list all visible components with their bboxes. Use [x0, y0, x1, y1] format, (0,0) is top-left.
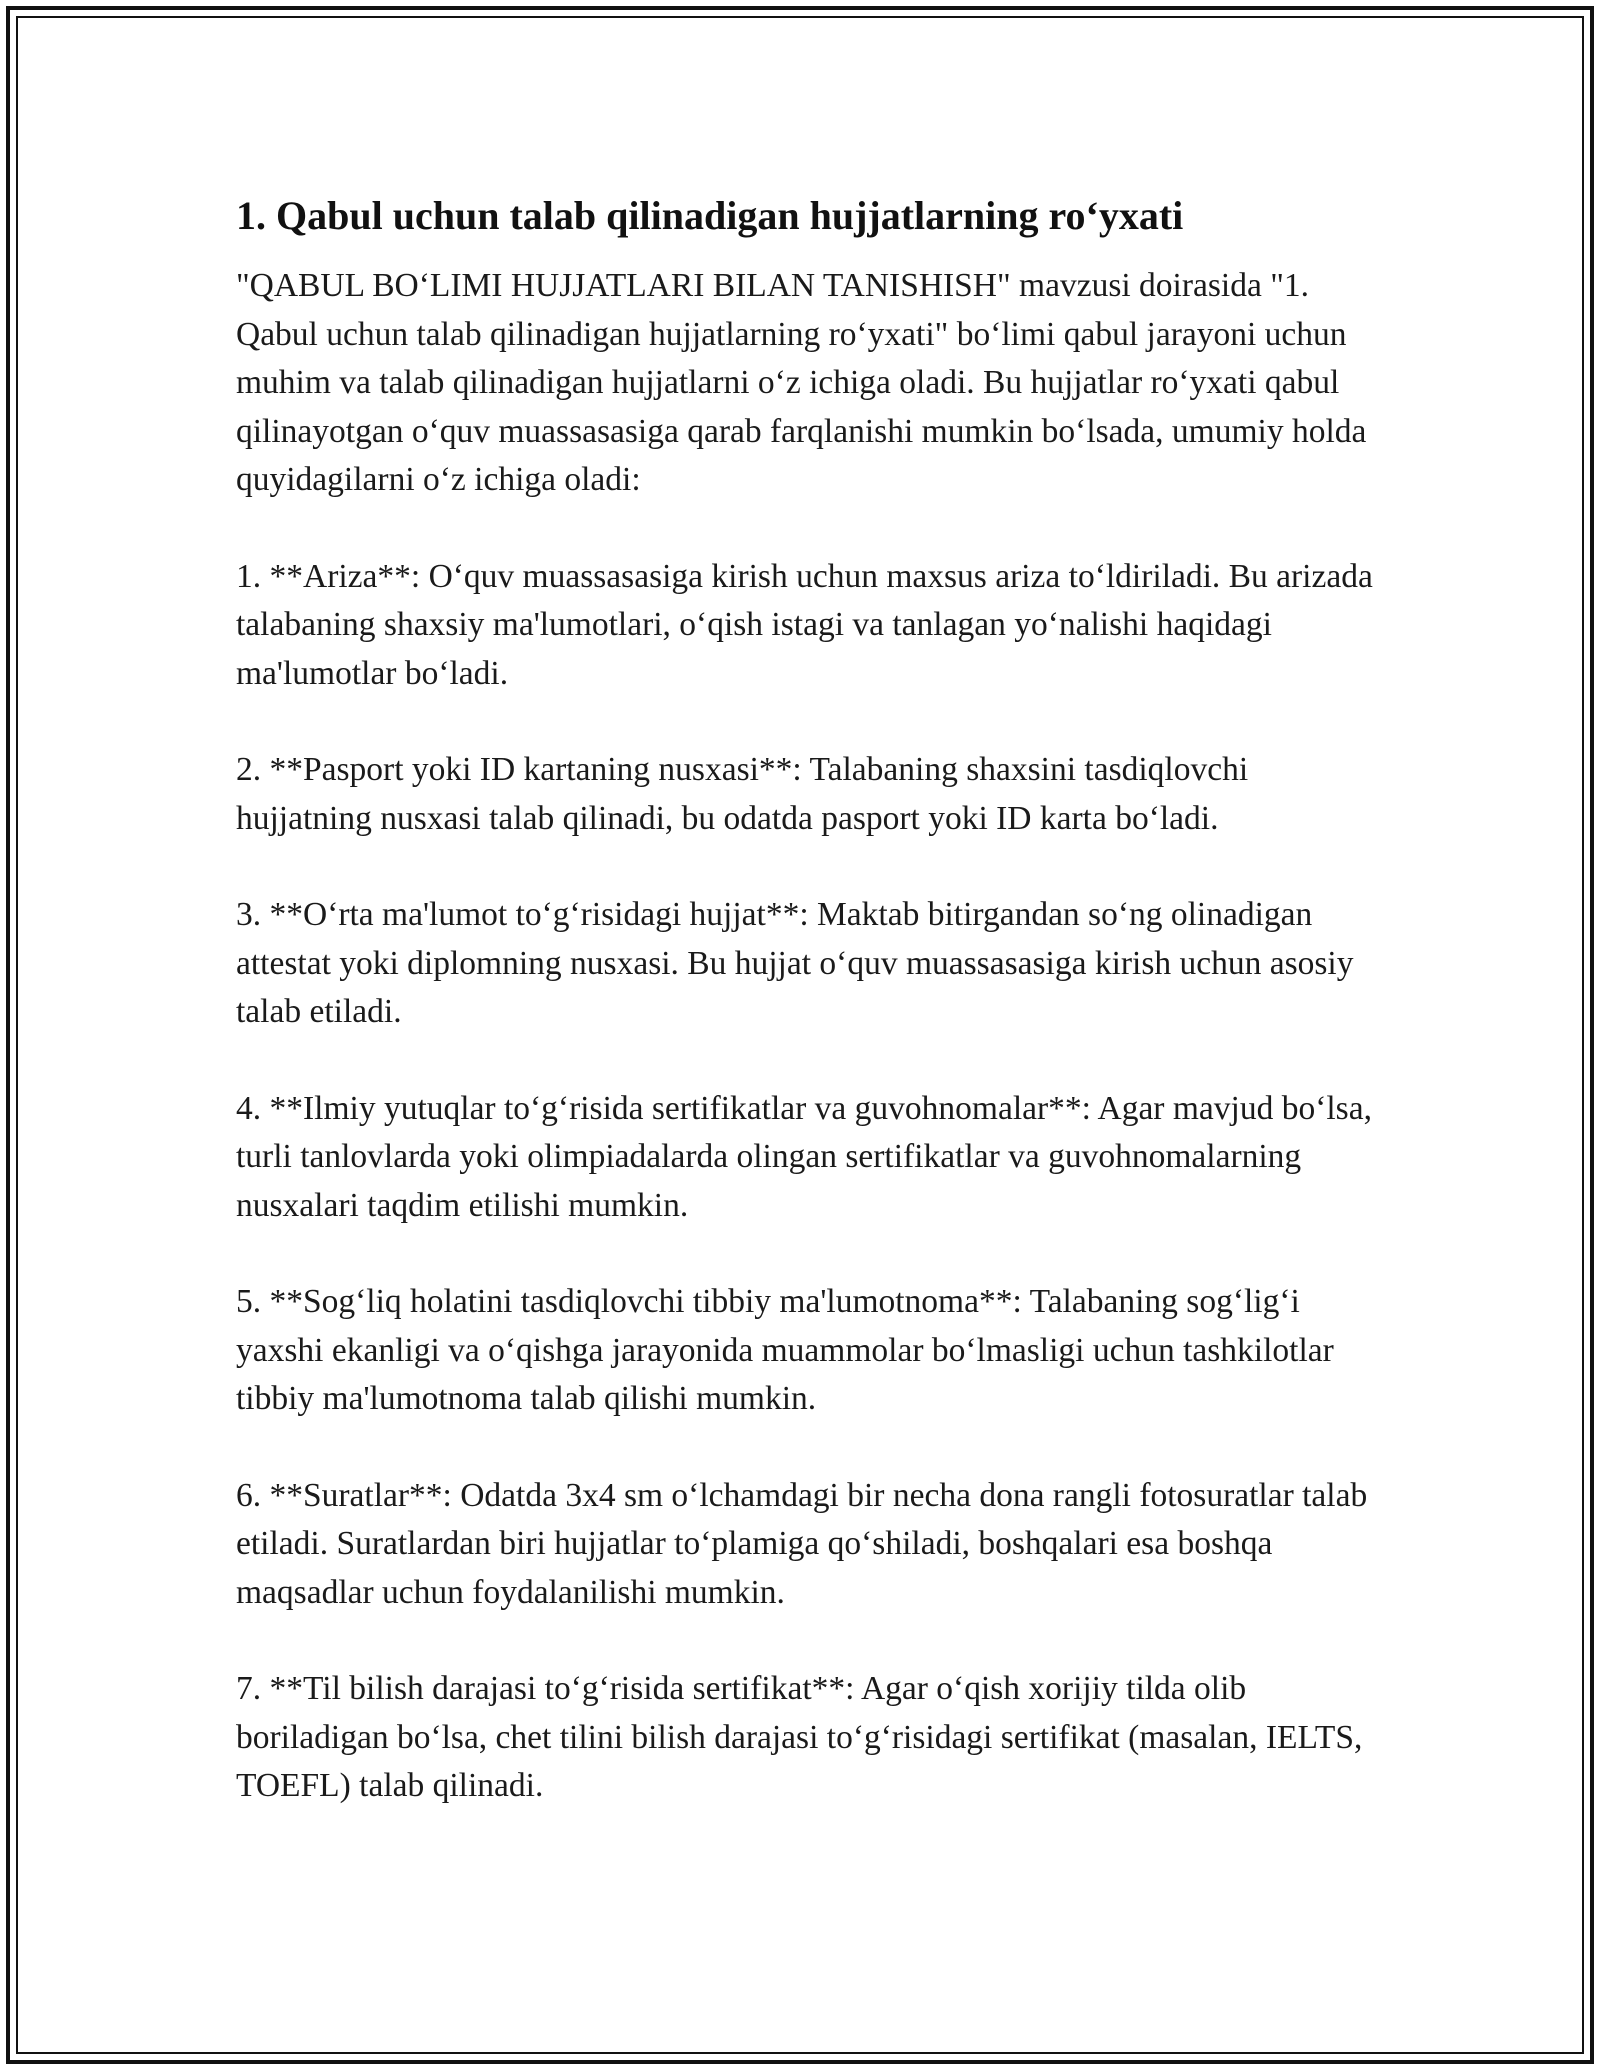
list-item-language-certificate: 7. **Til bilish darajasi to‘g‘risida sertifikat**: Agar o‘qish xorijiy tilda olib boriladigan bo‘lsa, chet tilini bilish darajasi to‘g‘risidagi sertifikat (masalan, IELTS, TOEFL) talab qilinadi. [236, 1670, 1363, 1804]
section-heading: 1. Qabul uchun talab qilinadigan hujjatlarning ro‘yxati [236, 193, 1184, 238]
list-item-secondary-education: 3. **O‘rta ma'lumot to‘g‘risidagi hujjat**: Maktab bitirgandan so‘ng olinadigan attestat yoki diplomning nusxasi. Bu hujjat o‘quv muassasasiga kirish uchun asosiy talab etiladi. [236, 896, 1354, 1030]
list-item-medical-certificate: 5. **Sog‘liq holatini tasdiqlovchi tibbiy ma'lumotnoma**: Talabaning sog‘lig‘i yaxshi ekanligi va o‘qishga jarayonida muammolar bo‘lmasligi uchun tashkilotlar tibbiy ma'lumotnoma talab qilishi mumkin. [236, 1283, 1334, 1417]
intro-paragraph: "QABUL BO‘LIMI HUJJATLARI BILAN TANISHISH" mavzusi doirasida "1. Qabul uchun talab qilinadigan hujjatlarning ro‘yxati" bo‘limi qabul jarayoni uchun muhim va talab qilinadigan hujjatlarni o‘z ichiga oladi. Bu hujjatlar ro‘yxati qabul qilinayotgan o‘quv muassasasiga qarab farqlanishi mumkin bo‘lsada, umumiy holda quyidagilarni o‘z ichiga oladi: [236, 267, 1367, 498]
list-item-ariza: 1. **Ariza**: O‘quv muassasasiga kirish uchun maxsus ariza to‘ldiriladi. Bu arizada talabaning shaxsiy ma'lumotlari, o‘qish istagi va tanlagan yo‘nalishi haqidagi ma'lumotlar bo‘ladi. [236, 557, 1373, 692]
list-item-passport: 2. **Pasport yoki ID kartaning nusxasi**: Talabaning shaxsini tasdiqlovchi hujjatning nusxasi talab qilinadi, bu odatda pasport yoki ID karta bo‘ladi. [236, 751, 1249, 837]
list-item-certificates: 4. **Ilmiy yutuqlar to‘g‘risida sertifikatlar va guvohnomalar**: Agar mavjud bo‘lsa, turli tanlovlarda yoki olimpiadalarda olingan sertifikatlar va guvohnomalarning nusxalari taqdim etilishi mumkin. [236, 1089, 1372, 1224]
list-item-photos: 6. **Suratlar**: Odatda 3x4 sm o‘lchamdagi bir necha dona rangli fotosuratlar talab etiladi. Suratlardan biri hujjatlar to‘plamiga qo‘shiladi, boshqalari esa boshqa maqsadlar uchun foydalanilishi mumkin. [236, 1476, 1368, 1611]
document-body [236, 180, 1376, 1859]
